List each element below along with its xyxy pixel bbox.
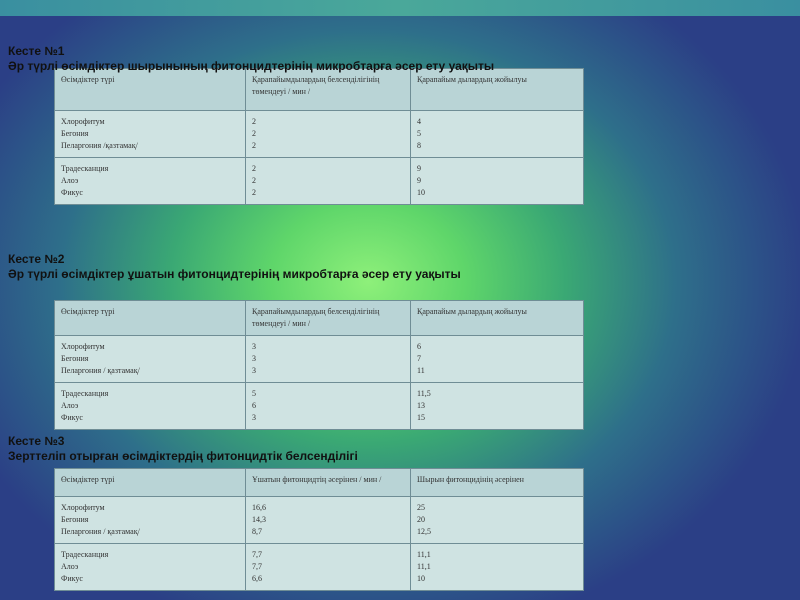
value: 8,7 [252, 527, 262, 536]
value: 25 [417, 503, 425, 512]
plant-name: Фикус [61, 574, 83, 583]
value: 7 [417, 354, 421, 363]
plant-name: Фикус [61, 413, 83, 422]
decrease-cell [246, 111, 411, 158]
value: 3 [252, 354, 256, 363]
plant-name: Хлорофитум [61, 503, 105, 512]
value: 11,1 [417, 550, 431, 559]
value: 6,6 [252, 574, 262, 583]
header-plant-type: Өсімдіктер түрі [55, 69, 246, 111]
value: 10 [417, 574, 425, 583]
plant-name: Традесканция [61, 389, 109, 398]
juice-cell [411, 544, 584, 591]
plant-name: Алоэ [61, 176, 79, 185]
value: 2 [252, 188, 256, 197]
caption-subtitle: Әр түрлі өсімдіктер шырынының фитонцидтерінің микробтарға әсер ету уақыты [8, 59, 495, 73]
table-header-row [55, 301, 584, 336]
plant-name: Пеларгония /қазтамақ/ [61, 141, 138, 150]
table-row [55, 158, 584, 205]
plant-name: Бегония [61, 129, 89, 138]
plant-name: Алоэ [61, 401, 79, 410]
value: 3 [252, 342, 256, 351]
plants-cell [55, 497, 246, 544]
plant-name: Традесканция [61, 550, 109, 559]
death-cell [411, 383, 584, 430]
top-color-strip [0, 0, 800, 16]
value: 7,7 [252, 550, 262, 559]
death-cell [411, 336, 584, 383]
plant-name: Фикус [61, 188, 83, 197]
header-activity-decrease: Қарапайымдылардың белсенділігінің төмендеуі / мин / [246, 301, 411, 336]
value: 6 [252, 401, 256, 410]
value: 9 [417, 164, 421, 173]
plant-name: Пеларгония / қазтамақ/ [61, 527, 140, 536]
caption-table-2 [8, 252, 461, 282]
table-2 [54, 300, 584, 430]
value: 2 [252, 164, 256, 173]
decrease-cell [246, 383, 411, 430]
plant-name: Хлорофитум [61, 342, 105, 351]
plants-cell [55, 544, 246, 591]
value: 8 [417, 141, 421, 150]
table-row [55, 336, 584, 383]
value: 11,1 [417, 562, 431, 571]
value: 16,6 [252, 503, 266, 512]
value: 7,7 [252, 562, 262, 571]
value: 20 [417, 515, 425, 524]
plant-name: Хлорофитум [61, 117, 105, 126]
value: 11,5 [417, 389, 431, 398]
header-activity-decrease: Қарапайымдылардың белсенділігінің төмендеуі / мин / [246, 69, 411, 111]
header-juice-effect: Шырын фитонцидінің әсерінен [411, 469, 584, 497]
value: 15 [417, 413, 425, 422]
header-plant-type: Өсімдіктер түрі [55, 469, 246, 497]
juice-cell [411, 497, 584, 544]
caption-title: Кесте №3 [8, 434, 65, 448]
caption-subtitle: Әр түрлі өсімдіктер ұшатын фитонцидтерінің микробтарға әсер ету уақыты [8, 267, 461, 281]
value: 14,3 [252, 515, 266, 524]
table-row [55, 497, 584, 544]
table-header-row [55, 469, 584, 497]
header-plant-type: Өсімдіктер түрі [55, 301, 246, 336]
caption-title: Кесте №2 [8, 252, 65, 266]
value: 12,5 [417, 527, 431, 536]
caption-table-3 [8, 434, 358, 464]
plants-cell [55, 336, 246, 383]
volatile-cell [246, 497, 411, 544]
value: 2 [252, 176, 256, 185]
table-row [55, 544, 584, 591]
header-death: Қарапайым дылардың жойылуы [411, 301, 584, 336]
plants-cell [55, 158, 246, 205]
death-cell [411, 111, 584, 158]
decrease-cell [246, 336, 411, 383]
value: 3 [252, 413, 256, 422]
value: 6 [417, 342, 421, 351]
death-cell [411, 158, 584, 205]
value: 2 [252, 129, 256, 138]
caption-title: Кесте №1 [8, 44, 65, 58]
table-header-row [55, 69, 584, 111]
value: 2 [252, 117, 256, 126]
decrease-cell [246, 158, 411, 205]
plant-name: Бегония [61, 515, 89, 524]
value: 13 [417, 401, 425, 410]
value: 11 [417, 366, 425, 375]
plants-cell [55, 383, 246, 430]
plants-cell [55, 111, 246, 158]
header-volatile-effect: Ұшатын фитонцидтің әсерінен / мин / [246, 469, 411, 497]
plant-name: Пеларгония / қазтамақ/ [61, 366, 140, 375]
volatile-cell [246, 544, 411, 591]
plant-name: Бегония [61, 354, 89, 363]
plant-name: Алоэ [61, 562, 79, 571]
table-row [55, 111, 584, 158]
value: 2 [252, 141, 256, 150]
table-row [55, 383, 584, 430]
value: 5 [417, 129, 421, 138]
table-3 [54, 468, 584, 591]
value: 10 [417, 188, 425, 197]
header-death: Қарапайым дылардың жойылуы [411, 69, 584, 111]
value: 9 [417, 176, 421, 185]
value: 4 [417, 117, 421, 126]
caption-table-1 [8, 44, 494, 74]
value: 3 [252, 366, 256, 375]
value: 5 [252, 389, 256, 398]
caption-subtitle: Зерттеліп отырған өсімдіктердің фитонцидтік белсенділігі [8, 449, 358, 463]
plant-name: Традесканция [61, 164, 109, 173]
table-1 [54, 68, 584, 205]
